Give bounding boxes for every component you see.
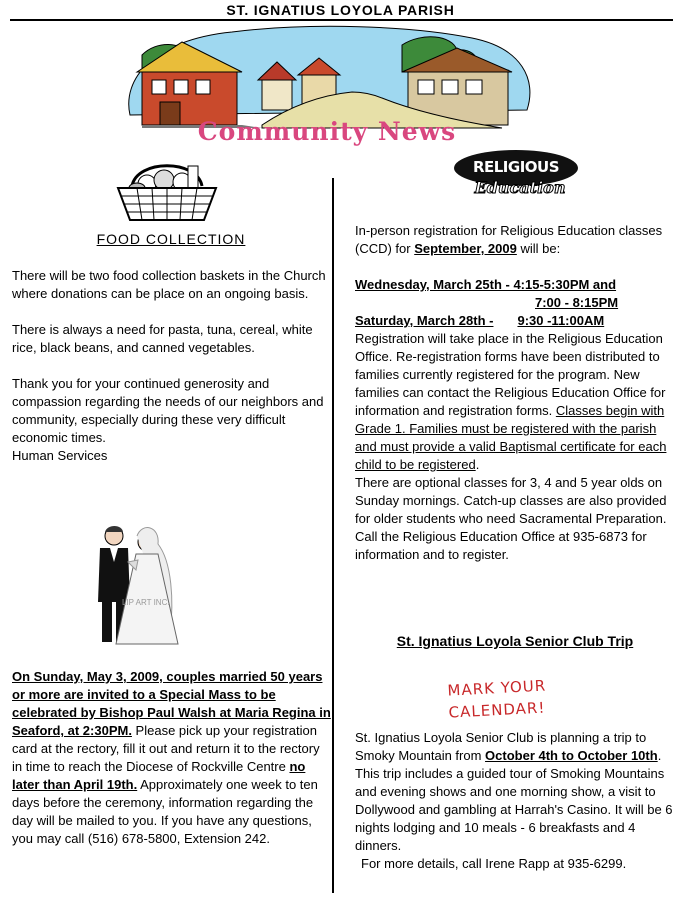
clipart-watermark: LIP ART INC.: [122, 598, 170, 607]
anniversary-text-a: Please pick up your registration card at the rectory, fill it out and return it to the rectory in time to reach the Diocese of Rockville Centre: [12, 723, 320, 774]
reg-intro-b: will be:: [516, 241, 561, 256]
reg-body-c: There are optional classes for 3, 4 and 5 year olds on Sunday mornings. Catch-up classes are also provided for older students who need Sacramental Preparation. Call the Religious Education Office at 935-6873 for information and to register.: [355, 475, 667, 562]
senior-club-title: St. Ignatius Loyola Senior Club Trip: [396, 633, 634, 649]
reg-body-b: .: [475, 457, 480, 472]
mark-line-1: MARK YOUR: [447, 676, 547, 700]
wednesday-schedule-2: 7:00 - 8:15PM: [535, 295, 619, 310]
club-contact: For more details, call Irene Rapp at 935-6299.: [361, 856, 627, 871]
food-collection-body: [12, 267, 332, 465]
anniversary-intro: On Sunday, May 3, 2009, couples married 50 years or more are invited to a Special Mass to be celebrated by Bishop Paul Walsh at Maria Regina in Seaford, at 2:30PM.: [12, 669, 331, 738]
food-basket-icon: [112, 154, 222, 226]
reg-body-a: Registration will take place in the Religious Education Office. Re-registration forms have been distributed to families currently registered for the program. New families can contact the Religious Education Office for information and registration forms.: [355, 331, 666, 418]
reg-body-underlined: Classes begin with Grade 1. Families must be registered with the parish and must provide a valid Baptismal certificate for each child to be registered: [355, 403, 667, 472]
banner-title: Community News: [197, 117, 457, 146]
wednesday-schedule: Wednesday, March 25th - 4:15-5:30PM and: [355, 277, 617, 292]
page-header: ST. IGNATIUS LOYOLA PARISH: [226, 2, 455, 18]
food-signature: Human Services: [12, 448, 108, 463]
reg-intro-a: In-person registration for Religious Education classes (CCD) for: [355, 223, 663, 256]
food-collection-title: FOOD COLLECTION: [96, 231, 246, 247]
anniversary-text-b: Approximately one week to ten days before the ceremony, information regarding the day will be mailed to you. If you have any questions, you may call (516) 678-5800, Extension 242.: [12, 777, 318, 846]
senior-club-body: [355, 729, 675, 873]
anniversary-deadline: no later than April 19th.: [12, 759, 306, 792]
logo-education: Education: [474, 178, 566, 197]
food-paragraph-1: There will be two food collection baskets in the Church where donations can be place on an ongoing basis.: [12, 268, 326, 301]
club-text-b: . This trip includes a guided tour of Smoking Mountains and evening shows and one morning show, a visit to Dollywood and gambling at Harrah's Casino. It will be 6 nights lodging and 10 meals - 6 breakfasts and 4 dinners.: [355, 748, 673, 853]
religious-education-section: [355, 222, 675, 564]
reg-intro-date: September, 2009: [414, 241, 517, 256]
saturday-time: 9:30 -11:00AM: [517, 313, 605, 328]
column-divider: [332, 178, 334, 893]
club-trip-dates: October 4th to October 10th: [485, 748, 658, 763]
mark-your-calendar: [447, 672, 589, 723]
mark-line-2: CALENDAR!: [448, 698, 546, 722]
food-paragraph-3: Thank you for your continued generosity and compassion regarding the needs of our neighbors and community, especially during these very difficult economic times.: [12, 376, 324, 445]
club-text-a: St. Ignatius Loyola Senior Club is planning a trip to Smoky Mountain from: [355, 730, 647, 763]
food-paragraph-2: There is always a need for pasta, tuna, cereal, white rice, black beans, and canned vegetables.: [12, 322, 313, 355]
logo-religious: RELIGIOUS: [472, 158, 560, 176]
anniversary-mass-section: [12, 668, 332, 848]
wedding-couple-icon: [82, 522, 182, 652]
community-news-banner: [112, 20, 542, 145]
saturday-label: Saturday, March 28th -: [355, 313, 494, 328]
wedding-couple-clipart: [82, 522, 182, 652]
religious-education-logo: [454, 150, 578, 202]
